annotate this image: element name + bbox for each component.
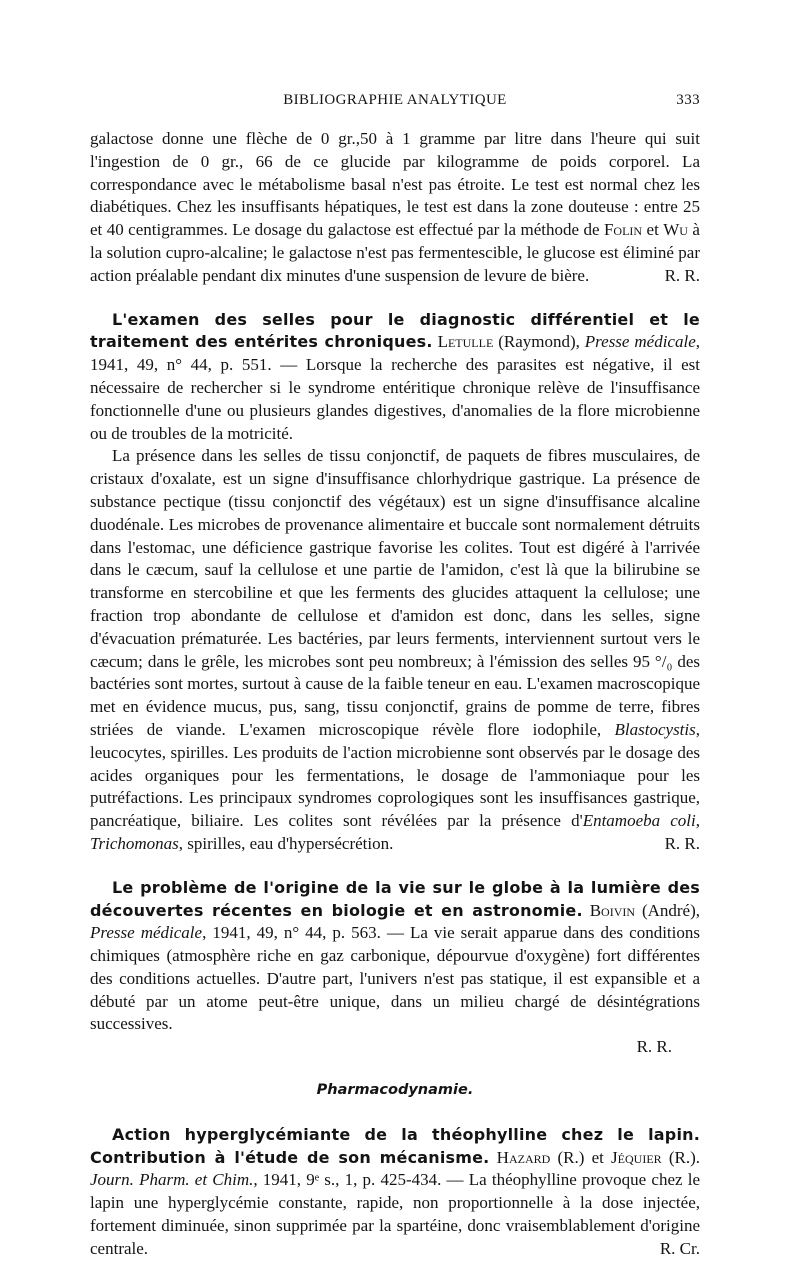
abstract-galactose-continued: galactose donne une flèche de 0 gr.,50 à 1 gramme par litre dans l'heure qui suit l'ingestion de 0 gr., 66 de ce glucide par kilogramme de poids corporel. La correspondance avec le métabolisme basal n'est pas étroite. Le test est normal chez les diabétiques. Chez les insuffisants hépatiques, le test est dans la zone douteuse : entre 25 et 40 centigrammes. Le dosage du galactose est effectué par la méthode de Folin et Wu à la solution cupro-alcaline; le galactose n'est pas fermentescible, le glucose est éliminé par action préalable pendant dix minutes d'une suspension de levure de bière. R. R. (90, 128, 700, 288)
abstract-text: , 1941, 49, n° 44, p. 563. — La vie serait apparue dans des conditions chimiques (atmosphère riche en gaz carbonique, dépourvue d'oxygène) fort différentes des conditions actuelles. D'autre part, l'univers n'est pas statique, il est expansible et a débuté par un atome peut-être unique, dans un milieu chargé de désintégrations successives. (90, 923, 700, 1034)
abstract-entry-letulle: L'examen des selles pour le diagnostic différentiel et le traitement des entérites chroniques. Letulle (Raymond), Presse médicale, 1941, 49, n° 44, p. 551. — Lorsque la recherche des parasites est négative, il est nécessaire de rechercher si le syndrome entéritique chronique relève de l'insuffisance fonctionnelle d'une ou plusieurs glandes digestives, d'anomalies de la flore microbienne ou de troubles de la motricité. (90, 309, 700, 443)
page-number: 333 (676, 92, 700, 108)
journal-name: Presse médicale (90, 923, 203, 943)
abstract-entry-boivin: Le problème de l'origine de la vie sur le globe à la lumière des découvertes récentes en biologie et en astronomie. Boivin (André), Presse médicale, 1941, 49, n° 44, p. 563. — La vie serait apparue dans des conditions chimiques (atmosphère riche en gaz carbonique, dépourvue d'oxygène) fort différentes des conditions actuelles. D'autre part, l'univers n'est pas statique, il est expansible et a débuté par un atome peut-être unique, dans un milieu chargé de désintégrations successives. (90, 877, 701, 1034)
abstract-signature: R. Cr. (659, 1238, 700, 1258)
journal-name: Presse médicale (584, 332, 696, 352)
abstract-signature: R. R. (664, 833, 700, 853)
abstract-text: , 1941, 9ᵉ s., 1, p. 425-434. — La théophylline provoque chez le lapin une hyperglycémie constante, rapide, non proportionnelle à la dose injectée, fortement diminuée, sinon supprimée par la spartéine, donc vraisemblablement d'origine centrale. (90, 1170, 700, 1258)
author-name: Boivin (589, 900, 636, 920)
species-name: Entamoeba coli (582, 811, 696, 831)
abstract-signature: R. R. (664, 265, 700, 285)
article-title: L'examen des selles pour le diagnostic différentiel et le traitement des entérites chroniques. (90, 309, 700, 352)
article-title: Le problème de l'origine de la vie sur le globe à la lumière des découvertes récentes en biologie et en astronomie. (90, 877, 700, 920)
abstract-text: , 1941, 49, n° 44, p. 551. — Lorsque la recherche des parasites est négative, il est nécessaire de rechercher si le syndrome entéritique chronique relève de l'insuffisance fonctionnelle d'une ou plusieurs glandes digestives, d'anomalies de la flore microbienne ou de troubles de la motricité. (90, 332, 700, 443)
abstract-paragraph: La présence dans les selles de tissu conjonctif, de paquets de fibres musculaires, de cristaux d'oxalate, est un signe d'insuffisance chlorhydrique gastrique. La présence de substance pectique (tissu conjonctif des végétaux) est un signe d'insuffisance alcaline duodénale. Les microbes de provenance alimentaire et buccale sont normalement détruits dans l'estomac, une déficience gastrique favorise les colites. Tout est digéré à l'arrivée dans le cæcum, sauf la cellulose et une partie de l'amidon, c'est là que la bilirubine se transforme en stercobiline et que les ferments des glucides attaquent la cellulose; une fraction trop abondante de cellulose et d'amidon est donc, dans les selles, signe d'évacuation prématurée. Les bactéries, par leurs ferments, interviennent surtout vers le cæcum; dans le grêle, les microbes sont peu nombreux; à l'émission des selles 95 °/₀ des bactéries sont mortes, surtout à cause de la faible teneur en eau. L'examen macroscopique met en évidence mucus, pus, sang, tissu conjonctif, grains de pomme de terre, fibres striées de viande. L'examen microscopique révèle flore iodophile, Blastocystis, leucocytes, spirilles. Les produits de l'action microbienne sont observés par le dosage des acides organiques pour les fermentations, le dosage de l'ammoniaque pour les putréfactions. Les principaux syndromes coprologiques sont les insuffisances gastrique, pancréatique, biliaire. Les colites sont révélées par la présence d'Entamoeba coli, Trichomonas, spirilles, eau d'hypersécrétion. R. R. (90, 445, 700, 855)
page-header (90, 92, 700, 109)
article-title: Action hyperglycémiante de la théophylline chez le lapin. Contribution à l'étude de son mécanisme. (90, 1124, 700, 1167)
author-name: Folin (603, 220, 643, 240)
journal-name: Journ. Pharm. et Chim. (90, 1170, 254, 1190)
section-heading: Pharmacodynamie. (316, 1082, 474, 1099)
abstract-signature: R. R. (636, 1037, 672, 1057)
author-name: Letulle (437, 332, 494, 352)
species-name: Trichomonas (90, 833, 179, 853)
author-name: Jéquier (611, 1147, 662, 1167)
page-content (90, 128, 700, 1261)
author-name: Wu (663, 220, 688, 240)
author-name: Hazard (496, 1147, 551, 1167)
species-name: Blastocystis (614, 719, 696, 739)
abstract-entry-hazard: Action hyperglycémiante de la théophylline chez le lapin. Contribution à l'étude de son mécanisme. Hazard (R.) et Jéquier (R.). Journ. Pharm. et Chim., 1941, 9ᵉ s., 1, p. 425-434. — La théophylline provoque chez le lapin une hyperglycémie constante, rapide, non proportionnelle à la dose injectée, fortement diminuée, sinon supprimée par la spartéine, donc vraisemblablement d'origine centrale. R. Cr. (90, 1124, 700, 1261)
running-title: BIBLIOGRAPHIE ANALYTIQUE (283, 92, 507, 108)
